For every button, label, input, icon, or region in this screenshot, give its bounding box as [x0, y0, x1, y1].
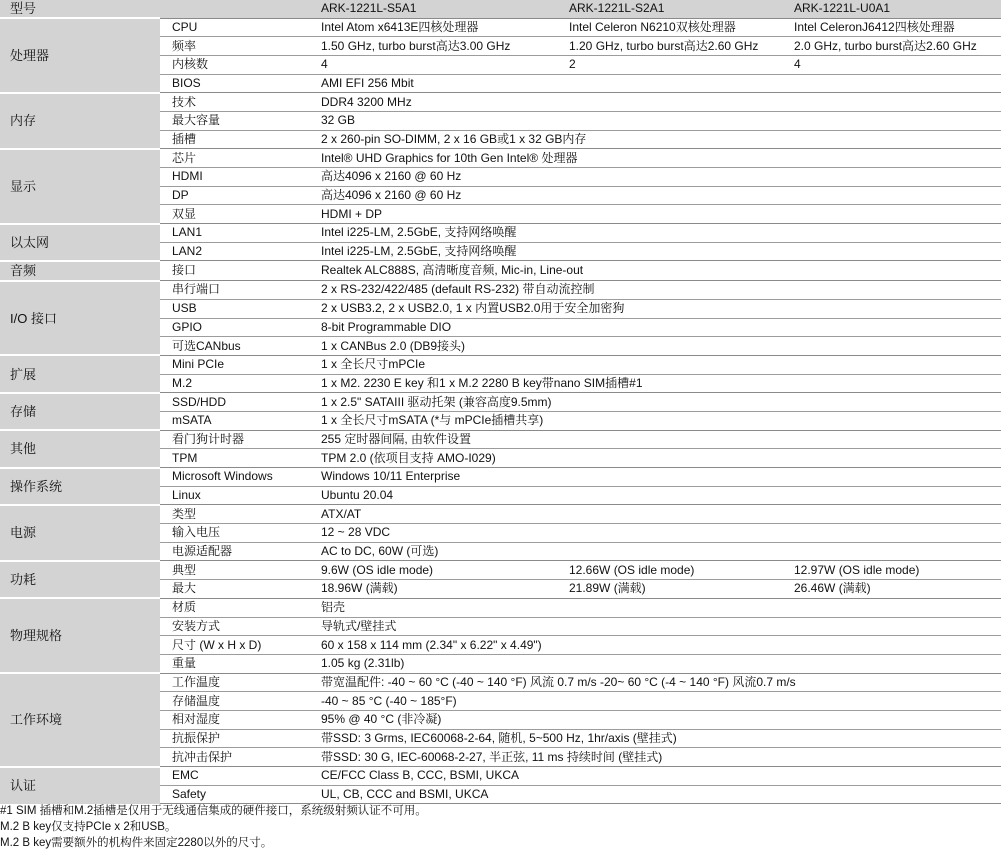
spec-value: 95% @ 40 °C (非冷凝)	[309, 710, 1001, 729]
footnote: M.2 B key仅支持PCIe x 2和USB。	[0, 821, 177, 833]
feature-label: 抗振保护	[160, 729, 309, 748]
group-label: 处理器	[0, 18, 160, 93]
header-feature-blank	[160, 0, 309, 18]
spec-value: 2	[557, 55, 782, 74]
feature-label: USB	[160, 299, 309, 318]
feature-label: 输入电压	[160, 524, 309, 543]
group-label: 功耗	[0, 561, 160, 598]
feature-label: 电源适配器	[160, 542, 309, 561]
group-label: 工作环境	[0, 673, 160, 766]
spec-row	[0, 393, 1001, 412]
spec-row	[0, 505, 1001, 524]
feature-label: SSD/HDD	[160, 393, 309, 412]
spec-value: UL, CB, CCC and BSMI, UKCA	[309, 785, 1001, 804]
header-row	[0, 0, 1001, 18]
feature-label: CPU	[160, 18, 309, 37]
spec-value: 9.6W (OS idle mode)	[309, 561, 557, 580]
spec-value: 导轨式/壁挂式	[309, 617, 1001, 636]
spec-value: -40 ~ 85 °C (-40 ~ 185°F)	[309, 692, 1001, 711]
spec-value: 1.05 kg (2.31lb)	[309, 654, 1001, 673]
group-label: 物理规格	[0, 598, 160, 673]
spec-value: TPM 2.0 (依项目支持 AMO-I029)	[309, 449, 1001, 468]
spec-value: 1.20 GHz, turbo burst高达2.60 GHz	[557, 37, 782, 56]
feature-label: 典型	[160, 561, 309, 580]
feature-label: GPIO	[160, 318, 309, 337]
spec-value: 带SSD: 3 Grms, IEC60068-2-64, 随机, 5~500 Hz, 1hr/axis (壁挂式)	[309, 729, 1001, 748]
spec-value: 4	[782, 55, 1001, 74]
spec-row	[0, 673, 1001, 692]
feature-label: 可选CANbus	[160, 337, 309, 356]
feature-label: 双显	[160, 205, 309, 224]
spec-row	[0, 18, 1001, 37]
spec-value: 2 x 260-pin SO-DIMM, 2 x 16 GB或1 x 32 GB内存	[309, 130, 1001, 149]
feature-label: mSATA	[160, 411, 309, 430]
group-label: 认证	[0, 767, 160, 804]
spec-value: 4	[309, 55, 557, 74]
feature-label: TPM	[160, 449, 309, 468]
spec-value: 60 x 158 x 114 mm (2.34" x 6.22" x 4.49")	[309, 636, 1001, 655]
spec-value: AC to DC, 60W (可选)	[309, 542, 1001, 561]
group-label: 其他	[0, 430, 160, 467]
feature-label: 插槽	[160, 130, 309, 149]
spec-value: 12.66W (OS idle mode)	[557, 561, 782, 580]
spec-value: 带宽温配件: -40 ~ 60 °C (-40 ~ 140 °F) 风流 0.7 m/s -20~ 60 °C (-4 ~ 140 °F) 风流0.7 m/s	[309, 673, 1001, 692]
spec-row	[0, 468, 1001, 487]
spec-value: Ubuntu 20.04	[309, 486, 1001, 505]
feature-label: M.2	[160, 374, 309, 393]
group-label: 存储	[0, 393, 160, 430]
spec-value: 2 x USB3.2, 2 x USB2.0, 1 x 内置USB2.0用于安全加密狗	[309, 299, 1001, 318]
spec-value: Intel CeleronJ6412四核处理器	[782, 18, 1001, 37]
header-label: 型号	[0, 0, 160, 18]
feature-label: 存储温度	[160, 692, 309, 711]
spec-value: Realtek ALC888S, 高清晰度音频, Mic-in, Line-out	[309, 261, 1001, 281]
spec-value: 1 x M2. 2230 E key 和1 x M.2 2280 B key带nano SIM插槽#1	[309, 374, 1001, 393]
spec-value: Intel Atom x6413E四核处理器	[309, 18, 557, 37]
spec-value: DDR4 3200 MHz	[309, 93, 1001, 112]
footnote: M.2 B key需要额外的机构件来固定2280以外的尺寸。	[0, 837, 273, 849]
spec-value: AMI EFI 256 Mbit	[309, 74, 1001, 93]
spec-value: 1.50 GHz, turbo burst高达3.00 GHz	[309, 37, 557, 56]
feature-label: 抗冲击保护	[160, 748, 309, 767]
spec-row	[0, 430, 1001, 449]
group-label: 电源	[0, 505, 160, 561]
group-label: I/O 接口	[0, 281, 160, 356]
group-label: 扩展	[0, 355, 160, 392]
spec-value: HDMI + DP	[309, 205, 1001, 224]
feature-label: 技术	[160, 93, 309, 112]
spec-value: 1 x CANBus 2.0 (DB9接头)	[309, 337, 1001, 356]
group-label: 操作系统	[0, 468, 160, 505]
spec-value: ATX/AT	[309, 505, 1001, 524]
spec-value: 18.96W (满载)	[309, 580, 557, 599]
spec-value: Intel® UHD Graphics for 10th Gen Intel® 处理器	[309, 149, 1001, 168]
spec-value: 8-bit Programmable DIO	[309, 318, 1001, 337]
spec-value: Intel i225-LM, 2.5GbE, 支持网络唤醒	[309, 242, 1001, 261]
spec-value: 12.97W (OS idle mode)	[782, 561, 1001, 580]
spec-value: 21.89W (满载)	[557, 580, 782, 599]
model-name: ARK-1221L-U0A1	[782, 0, 1001, 18]
group-label: 显示	[0, 149, 160, 224]
feature-label: Linux	[160, 486, 309, 505]
feature-label: 工作温度	[160, 673, 309, 692]
spec-row	[0, 281, 1001, 300]
spec-value: 高达4096 x 2160 @ 60 Hz	[309, 168, 1001, 187]
feature-label: 最大	[160, 580, 309, 599]
spec-row	[0, 355, 1001, 374]
spec-value: 1 x 全长尺寸mSATA (*与 mPCIe插槽共享)	[309, 411, 1001, 430]
spec-row	[0, 93, 1001, 112]
group-label: 以太网	[0, 224, 160, 261]
group-label: 音频	[0, 261, 160, 281]
spec-row	[0, 561, 1001, 580]
feature-label: 相对湿度	[160, 710, 309, 729]
feature-label: 安装方式	[160, 617, 309, 636]
feature-label: 重量	[160, 654, 309, 673]
model-name: ARK-1221L-S5A1	[309, 0, 557, 18]
spec-value: 2.0 GHz, turbo burst高达2.60 GHz	[782, 37, 1001, 56]
footnote: #1 SIM 插槽和M.2插槽是仅用于无线通信集成的硬件接口，系统级射频认证不可用。	[0, 805, 427, 817]
spec-value: Windows 10/11 Enterprise	[309, 468, 1001, 487]
feature-label: 频率	[160, 37, 309, 56]
spec-value: 255 定时器间隔, 由软件设置	[309, 430, 1001, 449]
spec-value: 12 ~ 28 VDC	[309, 524, 1001, 543]
feature-label: LAN2	[160, 242, 309, 261]
spec-value: 带SSD: 30 G, IEC-60068-2-27, 半正弦, 11 ms 持续时间 (壁挂式)	[309, 748, 1001, 767]
feature-label: 串行端口	[160, 281, 309, 300]
feature-label: 芯片	[160, 149, 309, 168]
spec-value: Intel Celeron N6210双核处理器	[557, 18, 782, 37]
feature-label: Microsoft Windows	[160, 468, 309, 487]
feature-label: 看门狗计时器	[160, 430, 309, 449]
feature-label: BIOS	[160, 74, 309, 93]
spec-value: 26.46W (满载)	[782, 580, 1001, 599]
feature-label: 类型	[160, 505, 309, 524]
feature-label: Safety	[160, 785, 309, 804]
spec-row	[0, 224, 1001, 243]
feature-label: DP	[160, 186, 309, 205]
feature-label: HDMI	[160, 168, 309, 187]
feature-label: 尺寸 (W x H x D)	[160, 636, 309, 655]
spec-value: 32 GB	[309, 111, 1001, 130]
group-label: 内存	[0, 93, 160, 149]
spec-row	[0, 149, 1001, 168]
spec-value: 1 x 全长尺寸mPCIe	[309, 355, 1001, 374]
spec-value: 铝壳	[309, 598, 1001, 617]
feature-label: EMC	[160, 767, 309, 786]
model-name: ARK-1221L-S2A1	[557, 0, 782, 18]
spec-row	[0, 598, 1001, 617]
spec-row	[0, 261, 1001, 281]
spec-value: Intel i225-LM, 2.5GbE, 支持网络唤醒	[309, 224, 1001, 243]
feature-label: Mini PCIe	[160, 355, 309, 374]
feature-label: 接口	[160, 261, 309, 281]
feature-label: 材质	[160, 598, 309, 617]
footnotes	[0, 803, 427, 851]
feature-label: 内核数	[160, 55, 309, 74]
spec-value: 2 x RS-232/422/485 (default RS-232) 带自动流控制	[309, 281, 1001, 300]
spec-value: 高达4096 x 2160 @ 60 Hz	[309, 186, 1001, 205]
spec-value: CE/FCC Class B, CCC, BSMI, UKCA	[309, 767, 1001, 786]
feature-label: LAN1	[160, 224, 309, 243]
spec-value: 1 x 2.5" SATAIII 驱动托架 (兼容高度9.5mm)	[309, 393, 1001, 412]
feature-label: 最大容量	[160, 111, 309, 130]
spec-row	[0, 767, 1001, 786]
